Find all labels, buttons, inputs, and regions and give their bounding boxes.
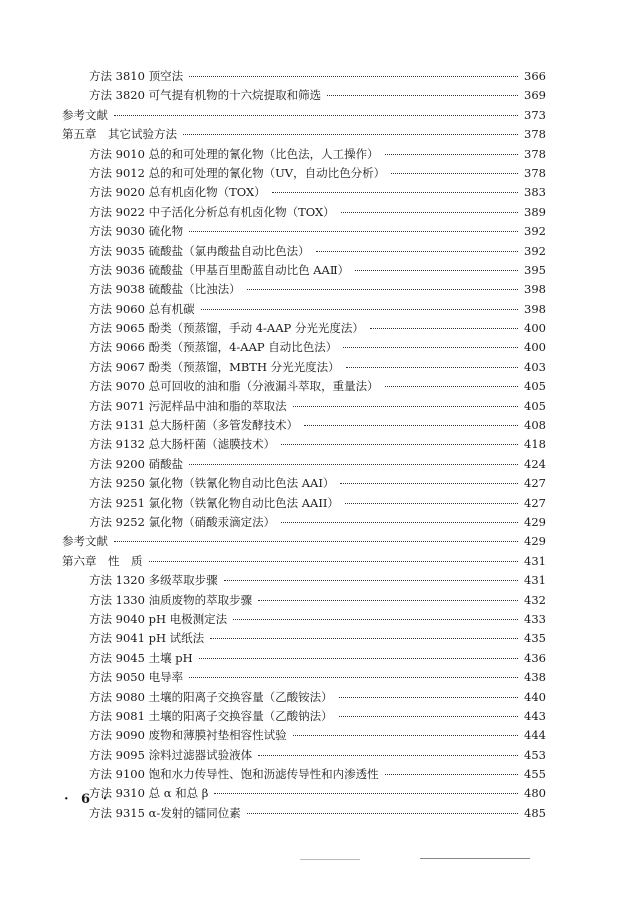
toc-entry-page: 436 bbox=[524, 650, 546, 665]
dot-leader bbox=[201, 308, 518, 310]
dot-leader bbox=[385, 773, 518, 775]
toc-entry-page: 398 bbox=[524, 301, 546, 316]
dot-leader bbox=[316, 250, 518, 252]
dot-leader bbox=[339, 715, 518, 717]
toc-entry-page: 438 bbox=[524, 670, 546, 685]
toc-entry-title: 第六章 性 质 bbox=[62, 553, 143, 568]
toc-entry bbox=[62, 552, 546, 571]
dot-leader bbox=[293, 405, 518, 407]
toc-entry-title: 方法 9100 饱和水力传导性、饱和沥滤传导性和内渗透性 bbox=[89, 767, 379, 782]
toc-entry bbox=[62, 668, 546, 687]
dot-leader bbox=[304, 424, 518, 426]
toc-entry bbox=[62, 571, 546, 590]
dot-leader bbox=[258, 599, 518, 601]
toc-entry-page: 455 bbox=[524, 767, 546, 782]
toc-entry-title: 方法 9045 土壤 pH bbox=[89, 650, 193, 665]
toc-entry-title: 方法 9050 电导率 bbox=[89, 670, 184, 685]
toc-entry-title: 方法 9065 酚类（预蒸馏，手动 4-AAP 分光光度法） bbox=[89, 321, 364, 336]
toc-entry-page: 429 bbox=[524, 514, 546, 529]
toc-entry-title: 方法 9251 氯化物（铁氰化物自动比色法 AAII） bbox=[89, 495, 339, 510]
toc-entry-title: 方法 9030 硫化物 bbox=[89, 224, 184, 239]
toc-entry-page: 443 bbox=[524, 708, 546, 723]
toc-entry-page: 378 bbox=[524, 127, 546, 142]
toc-entry-page: 405 bbox=[524, 398, 546, 413]
scan-artifact-line bbox=[420, 858, 530, 859]
toc-entry bbox=[62, 222, 546, 241]
toc-entry-title: 方法 9090 废物和薄膜衬垫相容性试验 bbox=[89, 728, 287, 743]
toc-entry-title: 方法 9067 酚类（预蒸馏，MBTH 分光光度法） bbox=[89, 359, 340, 374]
toc-entry-page: 453 bbox=[524, 747, 546, 762]
dot-leader bbox=[340, 482, 518, 484]
dot-leader bbox=[210, 637, 518, 639]
toc-entry bbox=[62, 300, 546, 319]
toc-entry-page: 366 bbox=[524, 69, 546, 83]
toc-entry bbox=[62, 377, 546, 396]
toc-entry-page: 480 bbox=[524, 786, 546, 801]
toc-entry bbox=[62, 125, 546, 144]
toc-entry-page: 440 bbox=[524, 689, 546, 704]
dot-leader bbox=[224, 579, 518, 581]
toc-entry-title: 第五章 其它试验方法 bbox=[62, 127, 177, 142]
toc-entry-page: 378 bbox=[524, 146, 546, 161]
toc-entry-page: 389 bbox=[524, 204, 546, 219]
toc-entry-title: 方法 9070 总可回收的油和脂（分液漏斗萃取，重量法） bbox=[89, 379, 379, 394]
toc-entry-title: 方法 9038 硫酸盐（比浊法） bbox=[89, 282, 241, 297]
toc-entry-title: 方法 9200 硝酸盐 bbox=[89, 456, 184, 471]
scan-artifact-line bbox=[300, 859, 360, 860]
toc-entry bbox=[62, 67, 546, 86]
toc-entry-title: 方法 9035 硫酸盐（氯冉酸盐自动比色法） bbox=[89, 243, 310, 258]
toc-entry bbox=[62, 629, 546, 648]
toc-entry-title: 方法 9066 酚类（预蒸馏，4-AAP 自动比色法） bbox=[89, 340, 338, 355]
toc-entry bbox=[62, 532, 546, 551]
toc-entry-page: 427 bbox=[524, 495, 546, 510]
toc-entry-page: 418 bbox=[524, 437, 546, 452]
toc-entry-page: 400 bbox=[524, 340, 546, 355]
toc-entry-page: 429 bbox=[524, 534, 546, 549]
dot-leader bbox=[385, 153, 518, 155]
toc-entry-title: 方法 9010 总的和可处理的氰化物（比色法，人工操作） bbox=[89, 146, 379, 161]
toc-entry-title: 方法 9060 总有机碳 bbox=[89, 301, 195, 316]
toc-entry bbox=[62, 358, 546, 377]
toc-entry-title: 方法 3820 可气提有机物的十六烷提取和筛选 bbox=[89, 88, 322, 103]
toc-entry bbox=[62, 649, 546, 668]
toc-entry bbox=[62, 203, 546, 222]
dot-leader bbox=[345, 502, 518, 504]
toc-entry-title: 方法 3810 顶空法 bbox=[89, 69, 184, 83]
toc-entry bbox=[62, 435, 546, 454]
toc-entry-title: 方法 9250 氯化物（铁氰化物自动比色法 AAI） bbox=[89, 476, 335, 491]
toc-entry-page: 435 bbox=[524, 631, 546, 646]
toc-entry bbox=[62, 86, 546, 105]
toc-entry bbox=[62, 746, 546, 765]
toc-entry-page: 369 bbox=[524, 88, 546, 103]
toc-entry-page: 403 bbox=[524, 359, 546, 374]
dot-leader bbox=[149, 560, 519, 562]
toc-entry-title: 方法 1320 多级萃取步骤 bbox=[89, 573, 218, 588]
dot-leader bbox=[189, 676, 518, 678]
dot-leader bbox=[199, 657, 518, 659]
toc-entry bbox=[62, 610, 546, 629]
toc-entry-page: 378 bbox=[524, 165, 546, 180]
toc-entry bbox=[62, 145, 546, 164]
dot-leader bbox=[272, 191, 518, 193]
toc-entry-title: 方法 9040 pH 电极测定法 bbox=[89, 611, 228, 626]
toc-entry-page: 444 bbox=[524, 728, 546, 743]
dot-leader bbox=[247, 288, 518, 290]
toc-entry bbox=[62, 688, 546, 707]
toc-entry bbox=[62, 242, 546, 261]
toc-entry-page: 392 bbox=[524, 224, 546, 239]
toc-entry bbox=[62, 513, 546, 532]
toc-entry bbox=[62, 784, 546, 803]
toc-entry-title: 参考文献 bbox=[62, 534, 108, 549]
dot-leader bbox=[339, 696, 518, 698]
dot-leader bbox=[293, 734, 518, 736]
dot-leader bbox=[391, 172, 518, 174]
toc-entry bbox=[62, 804, 546, 823]
dot-leader bbox=[355, 269, 518, 271]
toc-entry-page: 383 bbox=[524, 185, 546, 200]
toc-entry-page: 427 bbox=[524, 476, 546, 491]
toc-entry-page: 433 bbox=[524, 611, 546, 626]
toc-entry-page: 485 bbox=[524, 805, 546, 820]
toc-entry-page: 432 bbox=[524, 592, 546, 607]
toc-entry-title: 方法 1330 油质废物的萃取步骤 bbox=[89, 592, 253, 607]
dot-leader bbox=[114, 114, 518, 116]
toc-entry-page: 424 bbox=[524, 456, 546, 471]
toc-entry-title: 方法 9022 中子活化分析总有机卤化物（TOX） bbox=[89, 204, 335, 219]
toc-entry bbox=[62, 280, 546, 299]
toc-entry-title: 方法 9071 污泥样品中油和脂的萃取法 bbox=[89, 398, 287, 413]
toc-entry bbox=[62, 416, 546, 435]
dot-leader bbox=[114, 540, 518, 542]
dot-leader bbox=[341, 211, 518, 213]
toc-entry bbox=[62, 106, 546, 125]
toc-entry-page: 373 bbox=[524, 107, 546, 122]
toc-entry-page: 400 bbox=[524, 321, 546, 336]
toc-entry-title: 方法 9095 涂料过滤器试验液体 bbox=[89, 747, 253, 762]
table-of-contents bbox=[62, 67, 546, 823]
dot-leader bbox=[327, 94, 518, 96]
toc-entry bbox=[62, 319, 546, 338]
dot-leader bbox=[258, 754, 518, 756]
dot-leader bbox=[247, 812, 518, 814]
toc-entry-title: 方法 9132 总大肠杆菌（滤膜技术） bbox=[89, 437, 276, 452]
dot-leader bbox=[183, 133, 518, 135]
toc-entry-page: 392 bbox=[524, 243, 546, 258]
toc-entry bbox=[62, 164, 546, 183]
toc-entry-title: 方法 9041 pH 试纸法 bbox=[89, 631, 205, 646]
toc-entry-page: 395 bbox=[524, 262, 546, 277]
toc-entry-page: 398 bbox=[524, 282, 546, 297]
toc-entry-page: 405 bbox=[524, 379, 546, 394]
dot-leader bbox=[385, 385, 518, 387]
dot-leader bbox=[370, 327, 518, 329]
toc-entry-title: 方法 9036 硫酸盐（甲基百里酚蓝自动比色 AAⅡ） bbox=[89, 262, 350, 277]
toc-entry bbox=[62, 494, 546, 513]
dot-leader bbox=[189, 230, 518, 232]
toc-entry-title: 方法 9012 总的和可处理的氰化物（UV，自动比色分析） bbox=[89, 165, 386, 180]
dot-leader bbox=[214, 792, 518, 794]
toc-entry bbox=[62, 707, 546, 726]
toc-entry-title: 方法 9080 土壤的阳离子交换容量（乙酸铵法） bbox=[89, 689, 333, 704]
toc-entry bbox=[62, 261, 546, 280]
toc-entry bbox=[62, 591, 546, 610]
toc-entry-title: 方法 9020 总有机卤化物（TOX） bbox=[89, 185, 266, 200]
toc-entry bbox=[62, 765, 546, 784]
toc-entry-page: 431 bbox=[524, 553, 546, 568]
toc-entry-title: 方法 9081 土壤的阳离子交换容量（乙酸钠法） bbox=[89, 708, 333, 723]
toc-entry-title: 参考文献 bbox=[62, 107, 108, 122]
dot-leader bbox=[343, 346, 518, 348]
toc-entry bbox=[62, 183, 546, 202]
toc-entry bbox=[62, 726, 546, 745]
toc-entry-page: 408 bbox=[524, 418, 546, 433]
dot-leader bbox=[233, 618, 518, 620]
dot-leader bbox=[281, 443, 518, 445]
toc-entry bbox=[62, 397, 546, 416]
dot-leader bbox=[189, 75, 518, 77]
toc-entry bbox=[62, 474, 546, 493]
toc-entry-page: 431 bbox=[524, 573, 546, 588]
toc-entry-title: 方法 9252 氯化物（硝酸汞滴定法） bbox=[89, 514, 276, 529]
toc-entry-title: 方法 9315 α-发射的镭同位素 bbox=[89, 805, 241, 820]
toc-entry-title: 方法 9310 总 α 和总 β bbox=[89, 786, 209, 801]
toc-entry bbox=[62, 455, 546, 474]
toc-entry bbox=[62, 338, 546, 357]
page-number: · 6 · bbox=[64, 792, 112, 807]
dot-leader bbox=[346, 366, 518, 368]
toc-entry-title: 方法 9131 总大肠杆菌（多管发酵技术） bbox=[89, 418, 299, 433]
dot-leader bbox=[281, 521, 518, 523]
dot-leader bbox=[189, 463, 518, 465]
